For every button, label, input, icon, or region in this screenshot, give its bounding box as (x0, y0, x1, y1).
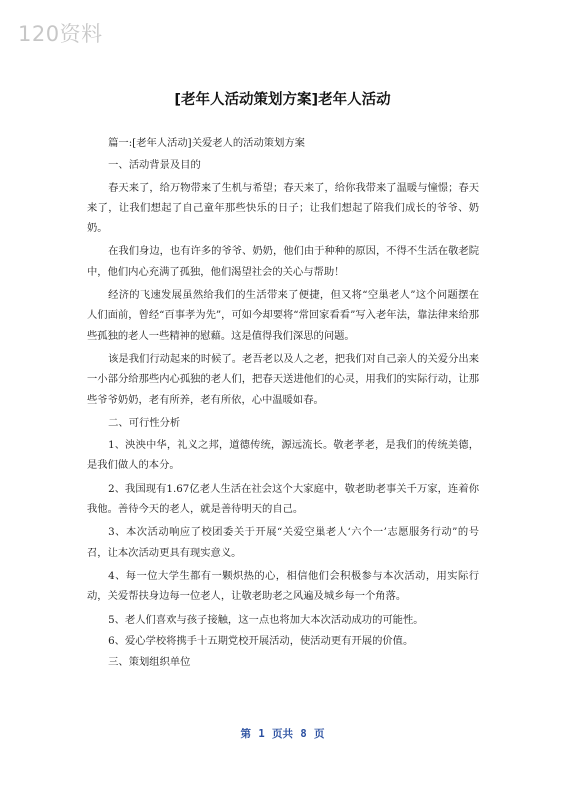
body-paragraph: 该是我们行动起来的时候了。老吾老以及人之老，把我们对自己亲人的关爱分出来一小部分给那些内心孤独的老人们，把春天送进他们的心灵，用我们的实际行动，让那些爷爷奶奶，老有所养，老有所依，心中温暖如春。 (87, 352, 479, 406)
list-item: 6、爱心学校将携手十五期党校开展活动，使活动更有开展的价值。 (108, 634, 414, 647)
section-heading: 篇一:[老年人活动]关爱老人的活动策划方案 (108, 137, 305, 149)
list-item: 1、泱泱中华，礼义之邦，道德传统，源远流长。敬老孝老，是我们的传统美德，是我们做人的本分。 (87, 439, 479, 472)
document-body (87, 133, 479, 674)
section-heading: 三、策划组织单位 (108, 656, 191, 669)
document-title: [老年人活动策划方案]老年人活动 (174, 92, 391, 108)
list-item: 4、每一位大学生都有一颗炽热的心，相信他们会积极参与本次活动，用实际行动，关爱帮扶身边每一位老人，让敬老助老之风遍及城乡每一个角落。 (87, 569, 479, 603)
list-item: 5、老人们喜欢与孩子接触，这一点也将加大本次活动成功的可能性。 (108, 613, 424, 626)
page-indicator: 第 1 页共 8 页 (240, 728, 325, 740)
watermark-logo: 120资料 (18, 22, 103, 46)
body-paragraph: 春天来了，给万物带来了生机与希望；春天来了，给你我带来了温暖与憧憬；春天来了，让我们想起了自己童年那些快乐的日子；让我们想起了陪我们成长的爷爷、奶奶。 (87, 181, 479, 235)
list-item: 3、本次活动响应了校团委关于开展“关爱空巢老人‘六个一’志愿服务行动”的号召，让本次活动更具有现实意义。 (87, 526, 479, 559)
body-paragraph: 经济的飞速发展虽然给我们的生活带来了便捷，但又将“空巢老人”这个问题摆在人们面前，曾经“百事孝为先”，可如今却要将“常回家看看”写入老年法，靠法律来给那些孤独的老人一些精神的慰藉。这是值得我们深思的问题。 (87, 289, 479, 342)
list-item: 2、我国现有1.67亿老人生活在社会这个大家庭中，敬老助老事关千万家，连着你我他。善待今天的老人，就是善待明天的自己。 (87, 482, 479, 516)
section-heading: 二、可行性分析 (108, 416, 181, 429)
body-paragraph: 在我们身边，也有许多的爷爷、奶奶，他们由于种种的原因，不得不生活在敬老院中，他们内心充满了孤独，他们渴望社会的关心与帮助！ (87, 245, 479, 278)
section-heading: 一、活动背景及目的 (108, 159, 201, 172)
